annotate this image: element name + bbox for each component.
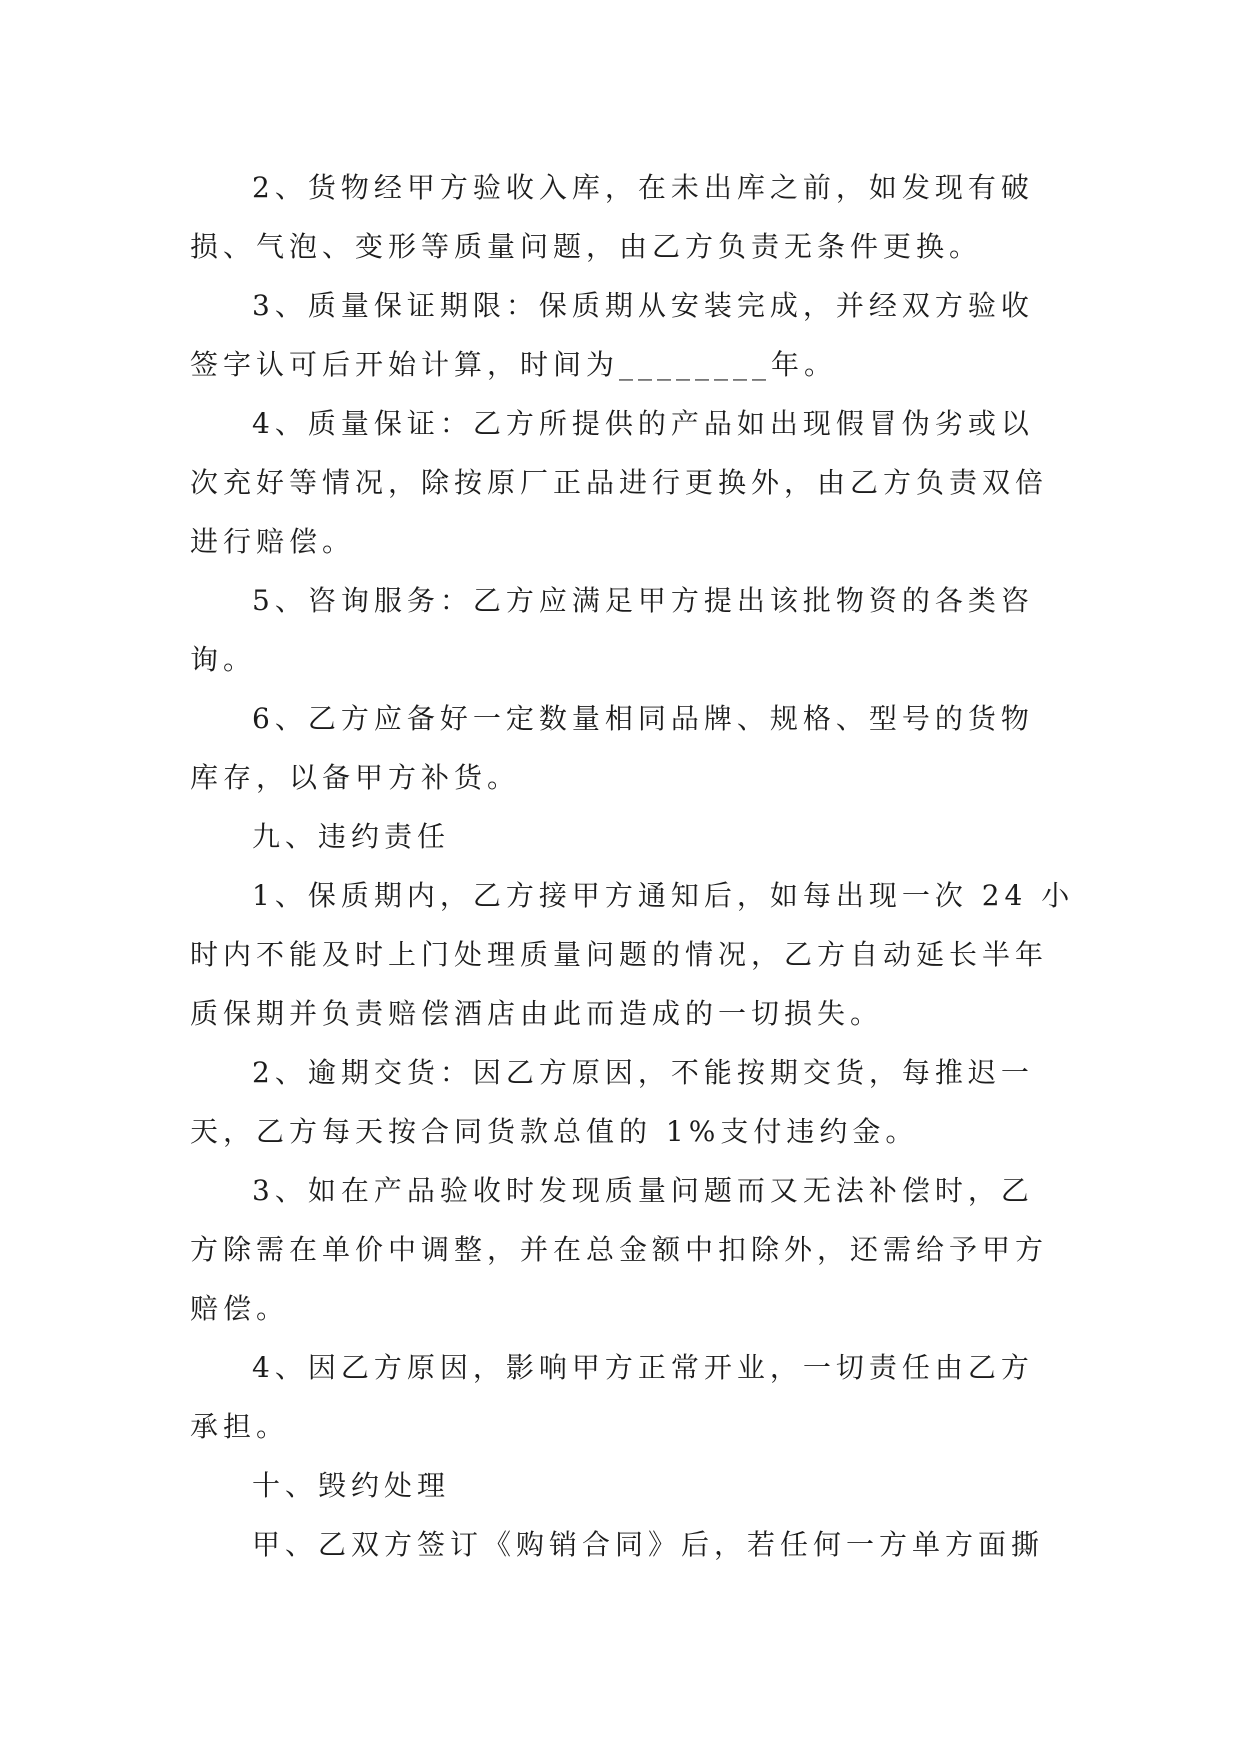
paragraph-5-consulting bbox=[190, 571, 1060, 689]
text-line: 6、乙方应备好一定数量相同品牌、规格、型号的货物 bbox=[252, 702, 1034, 735]
paragraph-breach-3 bbox=[190, 1161, 1060, 1338]
paragraph-2-acceptance bbox=[190, 158, 1060, 276]
paragraph-termination-1 bbox=[190, 1515, 1060, 1574]
text-line: 2、逾期交货：因乙方原因，不能按期交货，每推迟一 bbox=[252, 1056, 1034, 1089]
text-line: 损、气泡、变形等质量问题，由乙方负责无条件更换。 bbox=[190, 230, 983, 263]
text-line: 签字认可后开始计算，时间为________年。 bbox=[190, 348, 838, 381]
section-heading-breach-liability bbox=[190, 807, 1060, 866]
text-line: 甲、乙双方签订《购销合同》后，若任何一方单方面撕 bbox=[252, 1528, 1045, 1561]
section-heading: 九、违约责任 bbox=[252, 820, 451, 853]
text-line: 赔偿。 bbox=[190, 1292, 290, 1325]
paragraph-breach-1 bbox=[190, 866, 1075, 1043]
section-heading: 十、毁约处理 bbox=[252, 1469, 451, 1502]
text-line: 5、咨询服务：乙方应满足甲方提出该批物资的各类咨 bbox=[252, 584, 1034, 617]
text-line: 3、质量保证期限：保质期从安装完成，并经双方验收 bbox=[252, 289, 1034, 322]
text-line: 承担。 bbox=[190, 1410, 290, 1443]
document-body bbox=[190, 158, 1075, 1574]
paragraph-breach-2 bbox=[190, 1043, 1060, 1161]
text-line: 天，乙方每天按合同货款总值的 1%支付违约金。 bbox=[190, 1115, 919, 1148]
paragraph-breach-4 bbox=[190, 1338, 1060, 1456]
text-line: 4、质量保证：乙方所提供的产品如出现假冒伪劣或以 bbox=[252, 407, 1034, 440]
text-line: 询。 bbox=[190, 643, 257, 676]
text-line: 时内不能及时上门处理质量问题的情况，乙方自动延长半年 bbox=[190, 938, 1049, 971]
text-line: 1、保质期内，乙方接甲方通知后，如每出现一次 24 小 bbox=[252, 879, 1075, 912]
paragraph-4-quality-guarantee bbox=[190, 394, 1060, 571]
text-line: 质保期并负责赔偿酒店由此而造成的一切损失。 bbox=[190, 997, 884, 1030]
text-line: 进行赔偿。 bbox=[190, 525, 356, 558]
text-line: 2、货物经甲方验收入库，在未出库之前，如发现有破 bbox=[252, 171, 1034, 204]
text-line: 次充好等情况，除按原厂正品进行更换外，由乙方负责双倍 bbox=[190, 466, 1049, 499]
text-line: 3、如在产品验收时发现质量问题而又无法补偿时，乙 bbox=[252, 1174, 1034, 1207]
paragraph-3-warranty-period bbox=[190, 276, 1060, 394]
text-line: 方除需在单价中调整，并在总金额中扣除外，还需给予甲方 bbox=[190, 1233, 1049, 1266]
text-line: 4、因乙方原因，影响甲方正常开业，一切责任由乙方 bbox=[252, 1351, 1034, 1384]
text-line: 库存，以备甲方补货。 bbox=[190, 761, 521, 794]
section-heading-termination bbox=[190, 1456, 1060, 1515]
paragraph-6-inventory bbox=[190, 689, 1060, 807]
